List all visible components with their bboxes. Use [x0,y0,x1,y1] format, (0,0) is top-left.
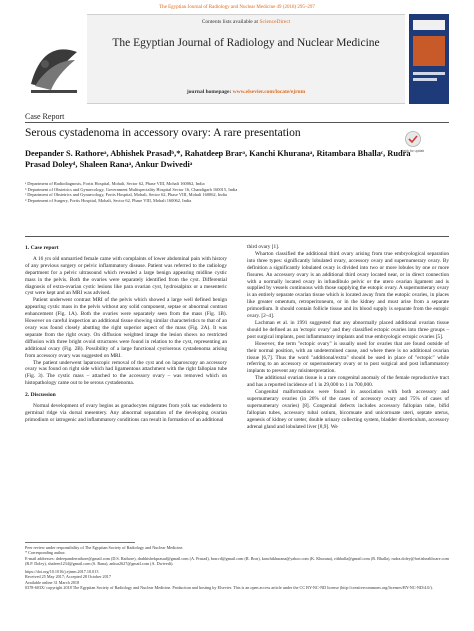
footnotes [25,545,449,590]
paragraph: Lachman et al. in 1991 suggested that any abnormally placed additional ovarian tissue should be defined as an 'ectopic ovary' and they classified ectopic ovaries into three groups – post surgical implants, post inflammatory implants and true embryologic ectopic ovaries [5]. [247,319,449,340]
paragraph: Patient underwent contrast MRI of the pelvis which showed a large well defined benign appearing cystic mass in the pelvis without any solid component, septae or abnormal contrast enhancement (Fig. 1A). Both the ovaries were separately seen from the mass (Fig. 1B). However on careful inspection an additional tissue showing similar characteristics to that of an ovary was found closely abutting the right superior aspect of the mass (Fig. 2A). It was separate from the right ovary. On diffusion weighted image the lesion shows no restricted diffusion with three bright ovoid structures were found in relation to the cyst, representing an additional ovary (Fig. 2B). Possibility of a large functional cyst/serous cystadenoma arising from accessory ovary was suggested on MRI. [25,297,227,359]
divider [25,236,449,237]
footnote-divider [25,542,135,543]
paragraph: The patient underwent laparoscopic removal of the cyst and on laparoscopy an accessory ovary was found on right side which had ligamentous attachment with the right fallopian tube (Fig. 3). The cystic mass – attached to the accessory ovary – was removed which on histopathology came out to be serous cystadenoma. [25,359,227,387]
paragraph: The additional ovarian tissue is a rare congenital anomaly of the female reproductive tract and has a reported incidence of 1 in 29,000 to 1 in 700,000. [247,375,449,389]
running-head: The Egyptian Journal of Radiology and Nuclear Medicine 49 (2018) 295–297 [159,5,315,10]
journal-title: The Egyptian Journal of Radiology and Nuclear Medicine [112,37,380,49]
footnote: Peer review under responsibility of The Egyptian Society of Radiology and Nuclear Medicine. [25,545,184,550]
affiliation: ᵇ Department of Obstetrics and Gynaecology, Government Multispeciality Hospital Sector 16, Chandigarh 160015, India [25,186,238,192]
paragraph: However, the term "ectopic ovary" is usually used for ovaries that are found outside of their normal position, with an undetermined cause, and where there is no additional ovarian tissue [6,7]. Thus the word "additional/extra" should be used in place of "ectopic" while referring to an accessory or supernumerary ovary or to post surgical and post inflammatory implants to prevent any misinterpretation. [247,340,449,375]
body-column-right [247,244,449,430]
paragraph: Normal development of ovary begins as gonadocytes migrates from yolk sac endoderm to germinal ridge via dorsal mesentery. Any abnormal separation of the developing ovarian primodium or iatrogenic and inflammatory conditions can result in formation of an additional [25,403,227,423]
paragraph: Wharton classified the additional third ovary arising from true embryological separation into three types: significantly lobulated ovary, accessory ovary and supernumerary ovary. By definition a significantly lobulated ovary is divided into two or more lobules by one or more fissures. An accessory ovary is an additional third ovary located near, or in direct connection with a normally located ovary in infundibulo pelvic or the utero ovarian ligament and is supplied by vessels continuous with those supplying the eutopic ovary. A supernumerary ovary is an entirely separate ovarian tissue which is located away from the eutopic ovaries, in places like greater omentum, retroperitoneum, or in the kidney and must arise from a separate primordium. It should contain follicle tissue and its blood supply is separate from the eutopic ovary. [2–4]. [247,250,449,320]
footnote: Received 25 May 2017; Accepted 28 October 2017 [25,574,111,580]
doi-link[interactable]: https://doi.org/10.1016/j.ejrnm.2017.10.013 [25,569,99,575]
journal-homepage [87,89,405,95]
divider [25,122,449,123]
body-column-left [25,244,227,424]
homepage-link[interactable]: www.elsevier.com/locate/ejrnm [232,89,306,95]
paragraph: A 16 yrs old unmarried female came with complaints of lower abdominal pain with history of any previous surgery or pelvic inflammatory disease. Patient was referred to the radiology department for a pelvic ultrasound which revealed a large benign appearing midline cystic mass in the pelvis. Both the ovaries were separately identified from the cyst. Differential diagnosis of extra-ovarian cystic lesions like para ovarian cyst, hydrosalpinx or a mesenteric cyst were kept and an MRI was advised. [25,255,227,297]
license-note: 0378-603X/ copyright 2018 The Egyptian Society of Radiology and Nuclear Medicine. Production and hosting by Elsevier. This is an open access article under the CC BY-NC-ND license (http://creativecommons.org/licenses/BY-NC-ND/4.0/). [25,585,433,591]
homepage-prefix: journal homepage: [186,89,233,95]
affiliations [25,181,445,203]
affiliation: ᵈ Department of Surgery, Fortis Hospital, Mohali, Sector 62, Phase VIII, Mohali 160062, India [25,197,192,203]
paragraph: third ovary [1]. [247,244,280,250]
section-heading: 1. Case report [25,245,59,251]
author-list: Deepander S. Rathoreᵃ, Abhishek Prasadᵇ,*, Rahatdeep Brarᵃ, Kanchi Khuranaᵃ, Ritambara Bhallaᶜ, Rudra Prasad Doleyᵈ, Shaleen Ranaᵃ, Ankur Dwivediᵃ [25,149,411,169]
contents-prefix: Contents lists available at [201,19,260,25]
footnote: * Corresponding author. [25,550,66,556]
contents-line [87,19,405,25]
section-heading: 2. Discussion [25,392,56,399]
affiliation: ᶜ Department of Obstetrics and Gynaecology, Fortis Hospital, Mohali, Sector 62, Phase VIII, Mohali 160062, India [25,192,227,198]
article-type: Case Report [25,112,65,121]
footnote: Available online 31 March 2018 [25,579,80,585]
journal-banner [87,14,405,104]
publisher-logo-icon [25,14,83,104]
check-badge-label: eck for updat [403,149,424,153]
article-title: Serous cystadenoma in accessory ovary: A rare presentation [25,127,301,139]
journal-cover-thumbnail [409,14,449,104]
masthead [25,14,449,104]
footnote: E-mail addresses: drdeepanderrathore@gmail.com (D.S. Rathore), drabhishekprasad@gmail.com (A. Prasad), brar.rd@gmail.com (R. Brar), kanchikhurana@yahoo.com (K. Khurana), ritbhalla@gmail.com (R. Bhalla), rudra.doley@fortishealthcare.com (R.P. Doley), shaleen1234@gmail.com (S. Rana), ankur2627@gmail.com (A. Dwivedi). [25,555,449,566]
paragraph: Congenital malformations were found in association with both accessory and supernumerary ovaries (in 26% of the cases of accessory ovary and 75% of cases of supernumerary ovaries) [8]. Congenital defects includes accessory fallopian tube, bifid fallopian tubes, accessory tubal ostium, bicornuate and unicornuate uteri, septate uterus, agenesis of kidney or ureter, double urinary collecting system, bladder diverticulum, accessory adrenal gland and lobulated liver [8,9]. We [247,389,449,430]
affiliation: ᵃ Department of Radiodiagnosis, Fortis Hospital, Mohali, Sector 62, Phase VIII, Mohali 160062, India [25,181,205,186]
sciencedirect-link[interactable]: ScienceDirect [259,19,291,25]
